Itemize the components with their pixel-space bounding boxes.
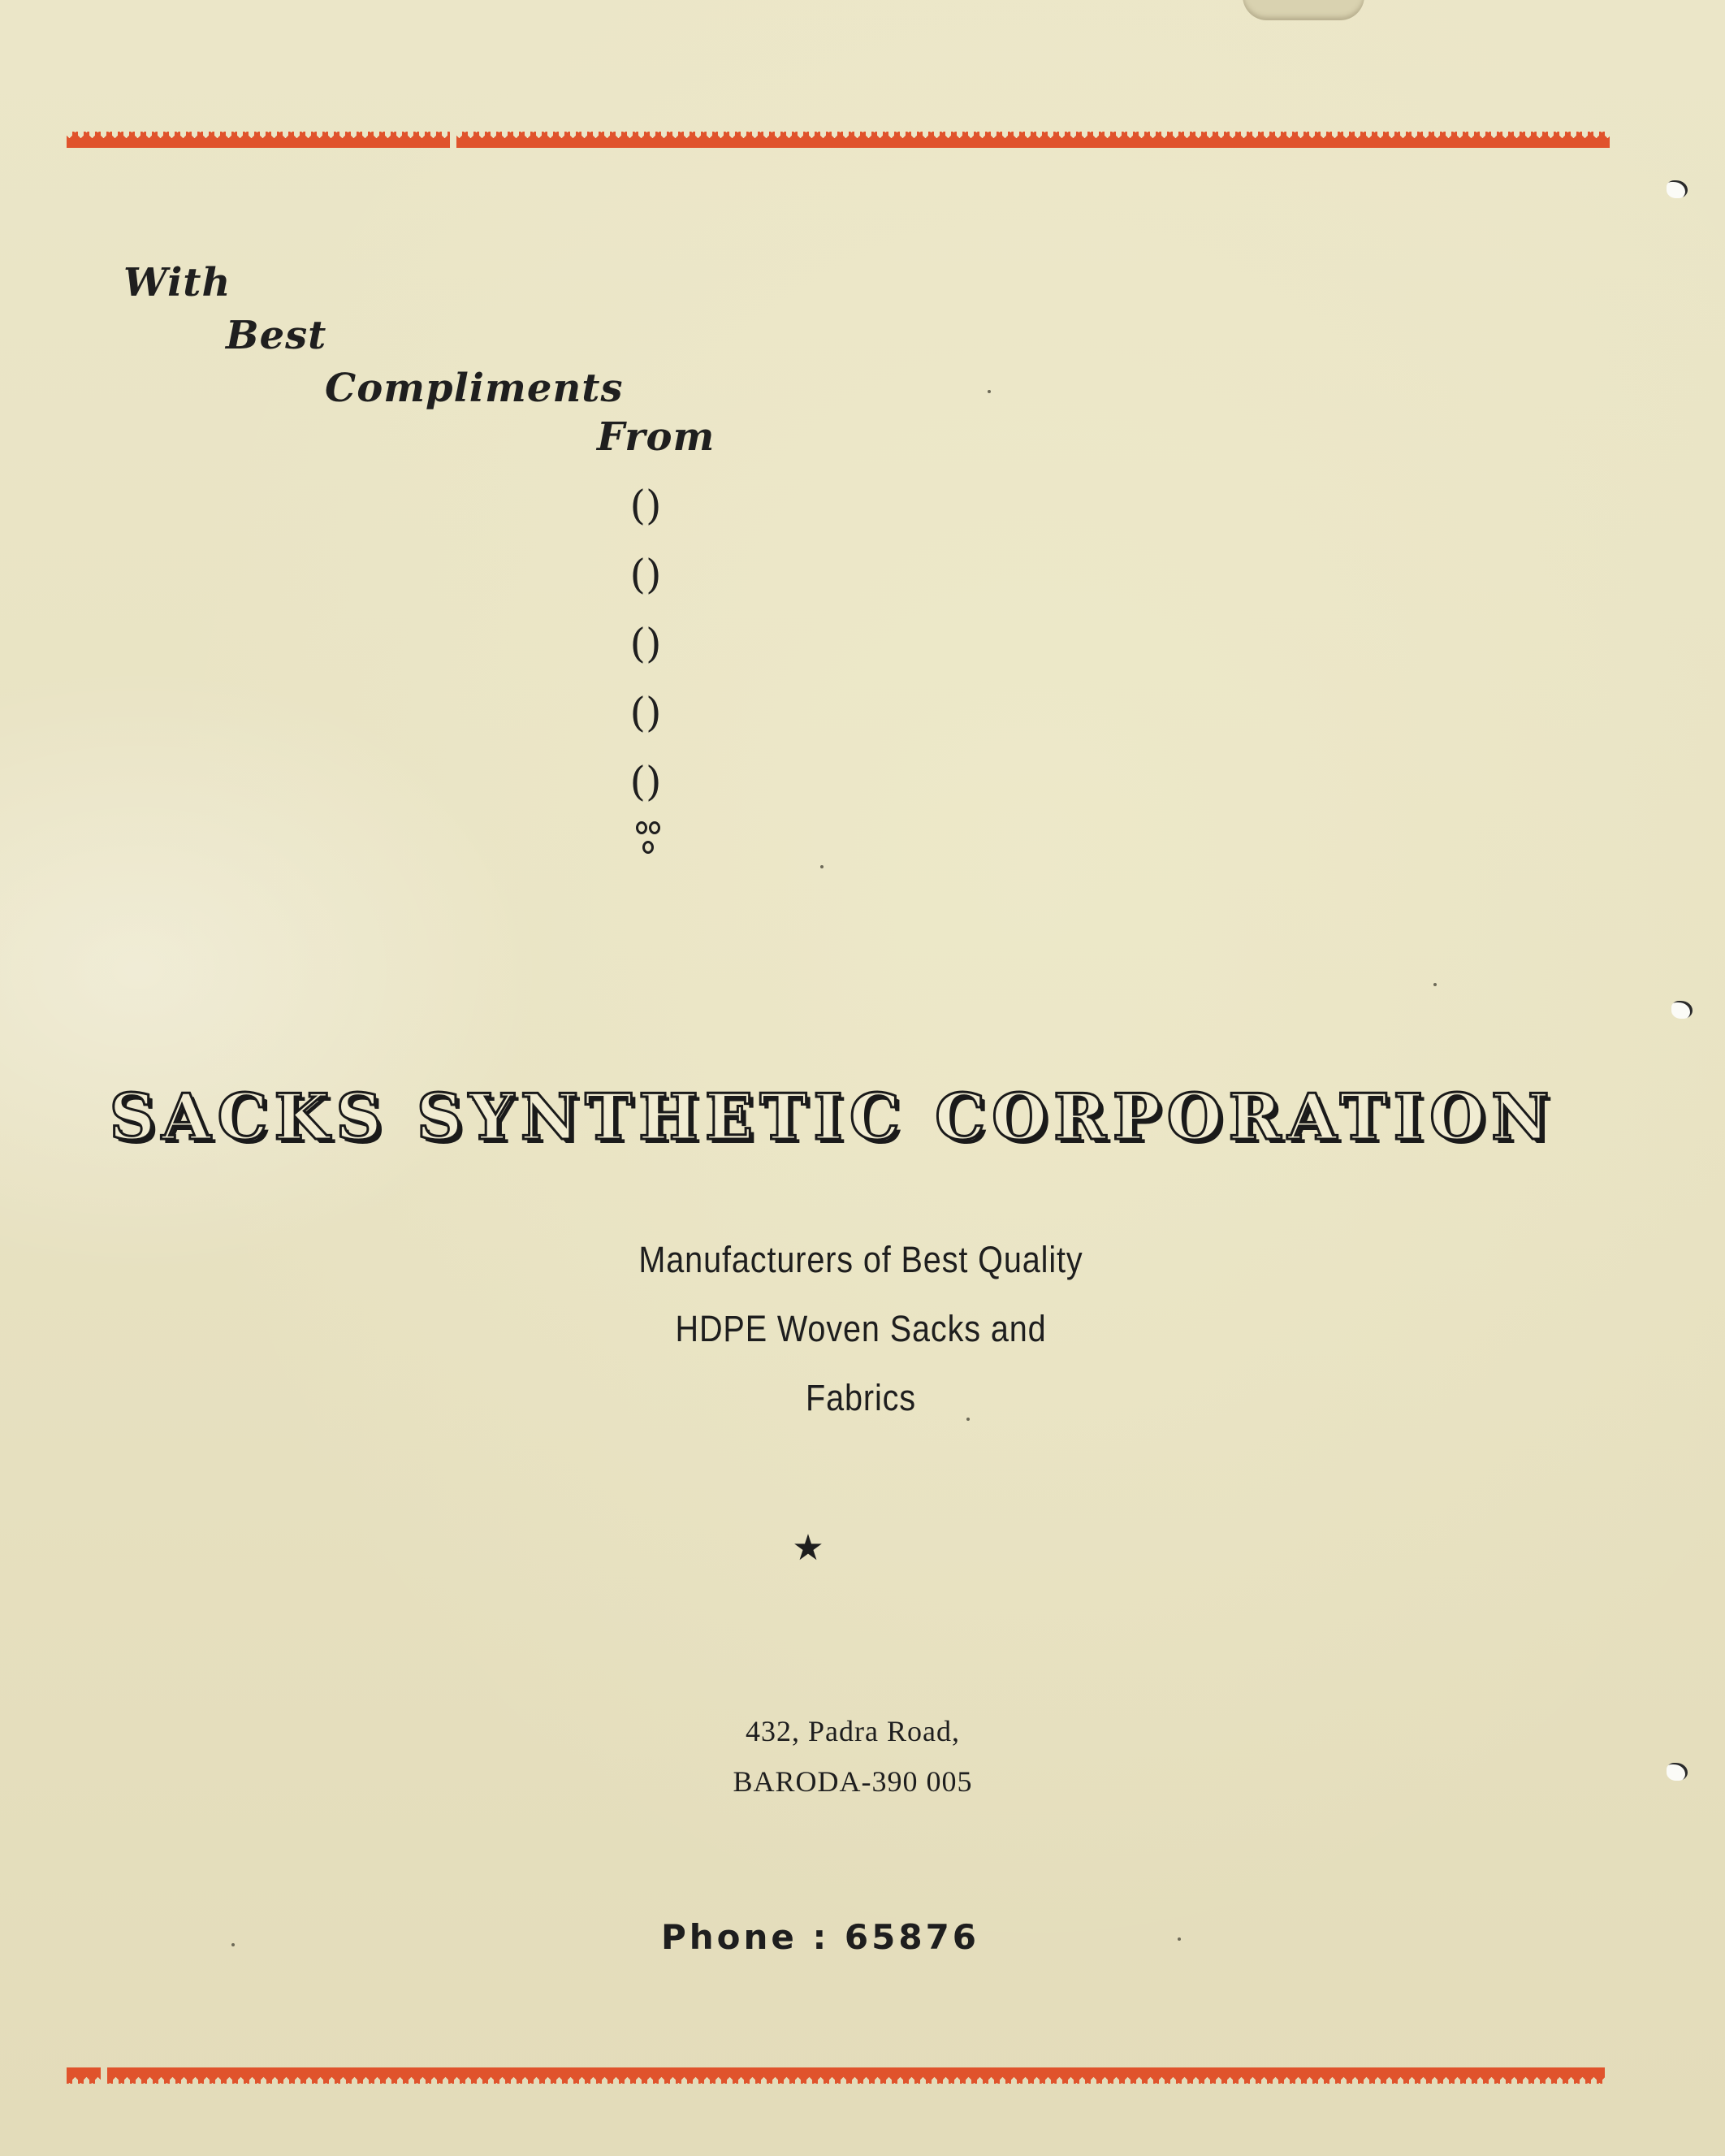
ornament-link: () [629, 620, 662, 667]
phone-number: Phone : 65876 [660, 1917, 980, 1957]
paper-speck [231, 1943, 235, 1946]
border-segment [67, 132, 450, 148]
address-line-1: 432, Padra Road, [746, 1715, 960, 1747]
star-icon: ★ [792, 1527, 824, 1569]
punch-hole [1667, 1763, 1688, 1781]
punch-hole [1667, 180, 1688, 198]
border-segment [456, 132, 1610, 148]
greeting-line-from: From [597, 414, 716, 460]
company-name: SACKS SYNTHETIC CORPORATION [109, 1080, 1556, 1154]
ornament-link: () [629, 758, 662, 805]
paper-speck [1433, 983, 1437, 986]
address-line-2: BARODA-390 005 [733, 1765, 973, 1798]
ornament-chain [625, 471, 666, 865]
paper-speck [988, 390, 991, 393]
tagline-line-1: Manufacturers of Best Quality [638, 1239, 1083, 1280]
tagline-line-2: HDPE Woven Sacks and [675, 1308, 1047, 1349]
ornament-link: () [629, 482, 662, 529]
tagline-line-3: Fabrics [806, 1377, 916, 1418]
greeting-line-compliments: Compliments [325, 366, 624, 411]
border-segment [67, 2067, 101, 2084]
border-segment [107, 2067, 1605, 2084]
top-decorative-border [67, 132, 1610, 148]
greeting-line-best: Best [226, 313, 327, 358]
bottom-decorative-border [67, 2067, 1605, 2084]
greeting-line-with: With [123, 260, 231, 305]
ornament-link: () [629, 689, 662, 736]
paper-speck [820, 865, 824, 868]
paper-speck [966, 1418, 970, 1421]
paper-speck [1178, 1937, 1181, 1941]
binding-tab [1243, 0, 1364, 20]
ornament-tail [629, 816, 662, 865]
ornament-link: () [629, 551, 662, 598]
punch-hole [1671, 1001, 1693, 1019]
